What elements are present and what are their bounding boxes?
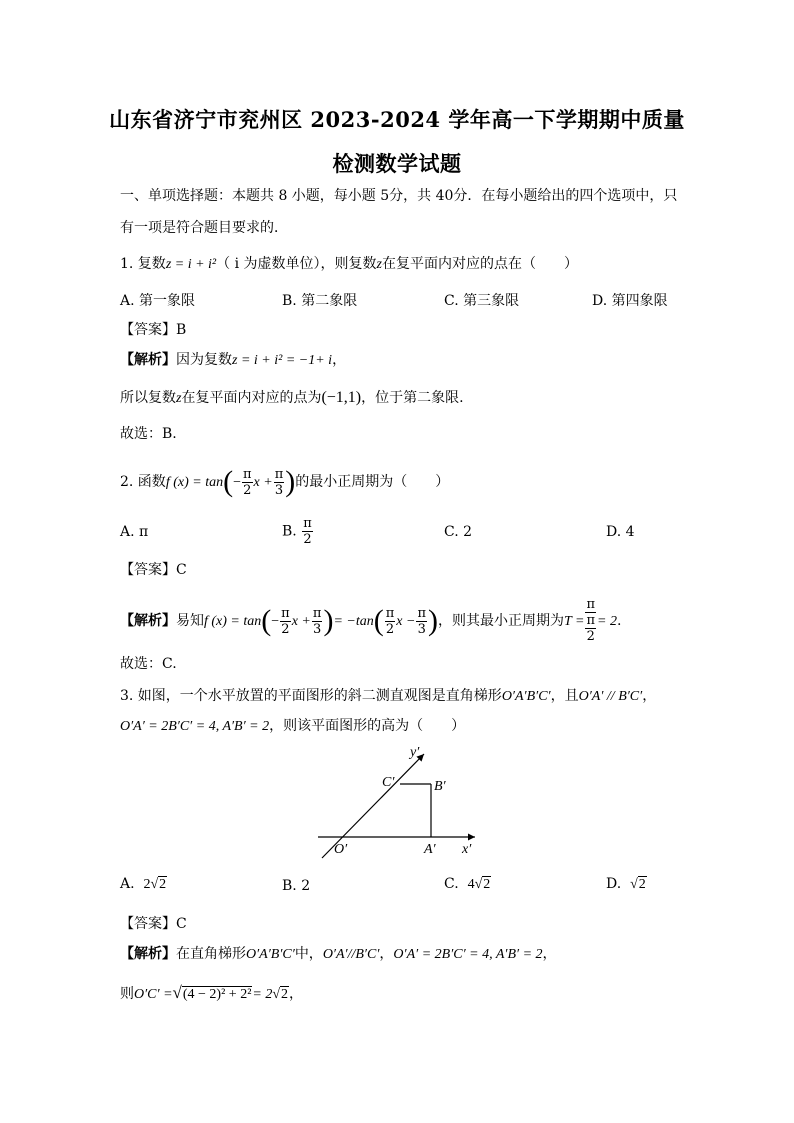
q2-option-d: D. 4 — [606, 524, 635, 540]
q2-stem: 2. 函数f (x) = tan(− $\frac{\pi}{2}$ x + $\frac{\pi}{3}$ )的最小正周期为（ ） — [120, 465, 450, 498]
q1-option-b: B. 第二象限 — [282, 293, 358, 309]
q3-figure — [310, 742, 490, 862]
q1-answer: 【答案】B — [120, 322, 187, 338]
q2-answer: 【答案】C — [120, 562, 187, 578]
q3-option-a: A. 2√2 — [120, 876, 167, 892]
label-a: A′ — [424, 842, 436, 857]
q3-stem-line2: O′A′ = 2B′C′ = 4, A′B′ = 2，则该平面图形的高为（ ） — [120, 718, 466, 734]
q2-option-a: A. π — [120, 524, 149, 540]
q2-conclusion: 故选：C. — [120, 656, 177, 672]
section-heading-line1: 一、单项选择题：本题共 8 小题，每小题 5分，共 40分．在每小题给出的四个选项中，只 — [120, 188, 678, 204]
q3-option-c: C. 4√2 — [444, 876, 491, 892]
q1-conclusion: 故选：B. — [120, 426, 177, 442]
q1-stem: 1. 复数z = i + i²（ i 为虚数单位），则复数z在复平面内对应的点在（ ） — [120, 256, 578, 272]
q2-analysis: 【解析】易知f (x) = tan(− $\frac{\pi}{2}$ x + $\frac{\pi}{3}$ )= −tan( $\frac{\pi}{2}$ x − $\frac{\pi}{3}$ )，则其最小正周期为T = π π 2 = 2. — [120, 597, 622, 644]
label-o: O′ — [334, 842, 348, 857]
label-c: C′ — [382, 775, 395, 790]
label-x: x′ — [462, 842, 472, 857]
q1-analysis-line2: 所以复数z在复平面内对应的点为(−1,1)，位于第二象限. — [120, 389, 464, 406]
q1-option-a: A. 第一象限 — [120, 293, 196, 309]
q3-stem-line1: 3. 如图，一个水平放置的平面图形的斜二测直观图是直角梯形O′A′B′C′，且O′A′ // B′C′， — [120, 688, 657, 704]
doc-title-line2: 检测数学试题 — [332, 151, 462, 176]
q1-expr: z = i + i² — [165, 257, 217, 272]
q1-analysis-line1: 【解析】因为复数z = i + i² = −1+ i， — [120, 352, 347, 368]
q2-option-b: B. $\frac{\pi}{2}$ — [282, 516, 312, 547]
q3-analysis-line2: 则O′C′ =√(4 − 2)² + 2²= 2√2， — [120, 983, 304, 1002]
q1-option-d: D. 第四象限 — [592, 293, 668, 309]
q3-analysis-line1: 【解析】在直角梯形O′A′B′C′中，O′A′//B′C′，O′A′ = 2B′C′ = 4, A′B′ = 2， — [120, 946, 557, 962]
label-y: y′ — [410, 745, 420, 760]
label-b: B′ — [434, 779, 446, 794]
q2-option-c: C. 2 — [444, 524, 473, 540]
section-heading-line2: 有一项是符合题目要求的． — [120, 220, 288, 236]
q3-answer: 【答案】C — [120, 916, 187, 932]
doc-title-line1: 山东省济宁市兖州区 2023-2024 学年高一下学期期中质量 — [109, 107, 685, 132]
q1-option-c: C. 第三象限 — [444, 293, 520, 309]
q3-option-d: D. √2 — [606, 876, 646, 892]
q3-option-b: B. 2 — [282, 878, 311, 894]
